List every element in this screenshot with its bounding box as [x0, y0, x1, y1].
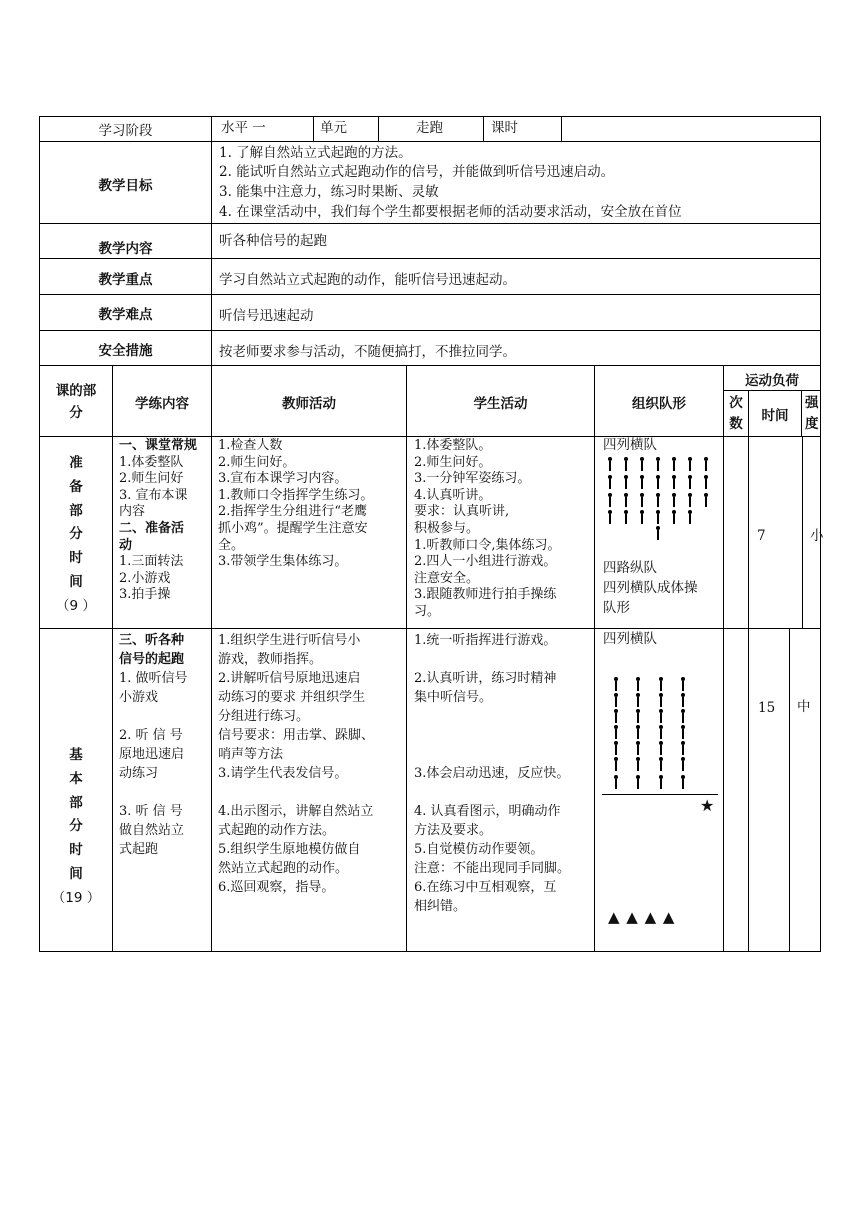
difficulty-label: 教学难点: [98, 307, 153, 323]
prep-part-label: 准 备 部 分 时 间 （9 ）: [56, 455, 96, 614]
prep-formation-notes: 四路纵队 四列横队成体操 队形: [603, 560, 698, 616]
basic-formation-figures: [614, 677, 694, 789]
prep-formation-title: 四列横队: [603, 437, 657, 453]
basic-student: 1.统一听指挥进行游戏。 2.认真听讲，练习时精神 集中听信号。 3.体会启动迅速，反应快。 4. 认真看图示，明确动作 方法及要求。 5.自觉模仿动作要领。 注意：不能出现同手同脚。 6.在练习中互相观察，互 相纠错。: [414, 633, 571, 914]
unit-label: 单元: [320, 120, 347, 136]
stage-label: 学习阶段: [98, 123, 153, 139]
goal-item: 3. 能集中注意力，练习时果断、灵敏: [219, 184, 439, 200]
prep-teacher: 1.检查人数 2.师生问好。 3.宣布本课学习内容。 1.教师口令指挥学生练习。 2.指挥学生分组进行“老鹰 抓小鸡”。提醒学生注意安 全。 3.带领学生集体练习。: [218, 438, 374, 570]
content-label: 教学内容: [98, 241, 153, 257]
col-formation: 组织队形: [632, 396, 686, 412]
goal-item: 2. 能试听自然站立式起跑动作的信号，并能做到听信号迅速启动。: [219, 164, 615, 180]
basic-time: 15: [758, 700, 776, 716]
prep-intensity: 小: [810, 528, 824, 544]
stage-value: 水平 一: [221, 120, 266, 136]
safety-value: 按老师要求参与活动，不随便搞打，不推拉同学。: [219, 344, 516, 360]
unit-value: 走跑: [416, 120, 443, 136]
start-line: [602, 794, 718, 795]
prep-student: 1.体委整队。 2.师生问好。 3.一分钟军姿练习。 4.认真听讲。 要求：认真听讲, 积极参与。 1.听教师口令,集体练习。 2.四人一小组进行游戏。 注意安全。 3.跟随教师进行拍手操练 习。: [414, 438, 561, 619]
key-points-label: 教学重点: [98, 272, 153, 288]
col-time: 时间: [761, 408, 789, 424]
col-part: 课的部 分: [55, 383, 97, 421]
goal-item: 1. 了解自然站立式起跑的方法。: [219, 145, 412, 161]
col-count: 次 数: [729, 395, 743, 432]
basic-teacher: 1.组织学生进行听信号小 游戏，教师指挥。 2.讲解听信号原地迅速启 动练习的要求 并组织学生 分组进行练习。 信号要求：用击掌、跺脚、 哨声等方法 3.请学生代表发信号。 4.出示图示，讲解自然站立 式起跑的动作方法。 5.组织学生原地模仿做自 然站立式起跑的动作。 6.巡回观察，指导。: [218, 633, 375, 895]
col-load: 运动负荷: [745, 373, 799, 389]
col-teacher: 教师活动: [282, 396, 336, 412]
basic-practice: 三、听各种 信号的起跑 1. 做听信号 小游戏 2. 听 信 号 原地迅速启 动练习 3. 听 信 号 做自然站立 式起跑: [119, 633, 188, 857]
difficulty-value: 听信号迅速起动: [219, 308, 314, 324]
triangle-icons: ▲ ▲ ▲ ▲: [608, 908, 676, 926]
prep-practice: 一、课堂常规 1.体委整队 2.师生问好 3. 宣布本课 内容 二、准备活 动 1.三面转法 2.小游戏 3.拍手操: [119, 438, 198, 603]
basic-intensity: 中: [797, 699, 811, 715]
col-practice: 学练内容: [135, 396, 189, 412]
basic-part-label: 基 本 部 分 时 间 （19 ）: [51, 747, 101, 906]
goal-item: 4. 在课堂活动中，我们每个学生都要根据老师的活动要求活动，安全放在首位: [219, 204, 682, 220]
safety-label: 安全措施: [98, 343, 153, 359]
prep-time: 7: [757, 528, 766, 544]
col-student: 学生活动: [473, 396, 528, 412]
basic-formation-title: 四列横队: [603, 631, 657, 647]
key-points-value: 学习自然站立式起跑的动作，能听信号迅速起动。: [219, 272, 516, 288]
star-icon: ★: [700, 796, 715, 815]
lesson-label: 课时: [491, 120, 518, 136]
goals-label: 教学目标: [98, 178, 153, 194]
col-intensity: 强 度: [805, 395, 819, 432]
content-value: 听各种信号的起跑: [219, 233, 327, 249]
prep-formation-figures: [606, 457, 716, 537]
